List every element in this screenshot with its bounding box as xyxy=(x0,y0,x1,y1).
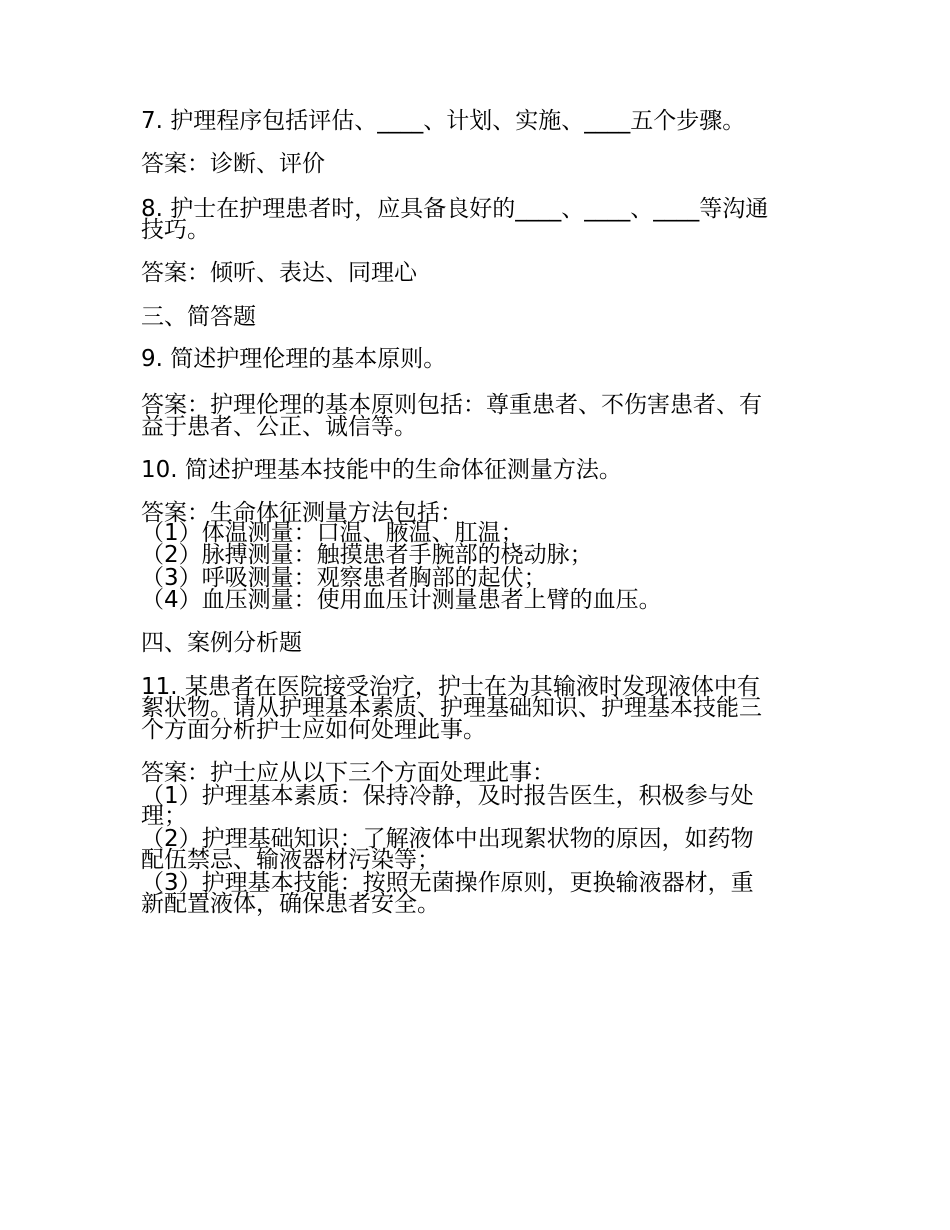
answer-10-line-1: 答案：生命体征测量方法包括： xyxy=(141,500,463,526)
question-9: 9. 简述护理伦理的基本原则。 xyxy=(141,346,447,372)
question-8-line-1: 8. 护士在护理患者时，应具备良好的____、____、____等沟通 xyxy=(141,196,769,222)
question-11-line-1: 11. 某患者在医院接受治疗，护士在为其输液时发现液体中有 xyxy=(141,674,760,700)
answer-9-line-1: 答案：护理伦理的基本原则包括：尊重患者、不伤害患者、有 xyxy=(141,392,762,418)
answer-8: 答案：倾听、表达、同理心 xyxy=(141,260,417,286)
question-10: 10. 简述护理基本技能中的生命体征测量方法。 xyxy=(141,457,622,483)
answer-9-line-2: 益于患者、公正、诚信等。 xyxy=(141,414,417,440)
answer-11-line-4: （2）护理基础知识：了解液体中出现絮状物的原因，如药物 xyxy=(141,826,754,852)
answer-10-line-2: （1）体温测量：口温、腋温、肛温； xyxy=(141,520,524,546)
question-11-line-3: 个方面分析护士应如何处理此事。 xyxy=(141,717,486,743)
answer-11-line-3: 理； xyxy=(141,803,187,829)
answer-10-line-3: （2）脉搏测量：触摸患者手腕部的桡动脉； xyxy=(141,542,593,568)
section-heading-case-analysis: 四、案例分析题 xyxy=(141,630,302,656)
answer-11-line-7: 新配置液体，确保患者安全。 xyxy=(141,891,440,917)
answer-10-line-5: （4）血压测量：使用血压计测量患者上臂的血压。 xyxy=(141,587,662,613)
answer-11-line-1: 答案：护士应从以下三个方面处理此事： xyxy=(141,760,555,786)
question-8-line-2: 技巧。 xyxy=(141,217,210,243)
question-11-line-2: 絮状物。请从护理基本素质、护理基础知识、护理基本技能三 xyxy=(141,695,762,721)
answer-10-line-4: （3）呼吸测量：观察患者胸部的起伏； xyxy=(141,565,547,591)
answer-11-line-5: 配伍禁忌、输液器材污染等； xyxy=(141,847,440,873)
section-heading-short-answer: 三、简答题 xyxy=(141,304,256,330)
answer-11-line-6: （3）护理基本技能：按照无菌操作原则，更换输液器材，重 xyxy=(141,870,754,896)
question-7: 7. 护理程序包括评估、____、计划、实施、____五个步骤。 xyxy=(141,108,746,134)
answer-11-line-2: （1）护理基本素质：保持冷静，及时报告医生，积极参与处 xyxy=(141,783,754,809)
answer-7: 答案：诊断、评价 xyxy=(141,151,325,177)
